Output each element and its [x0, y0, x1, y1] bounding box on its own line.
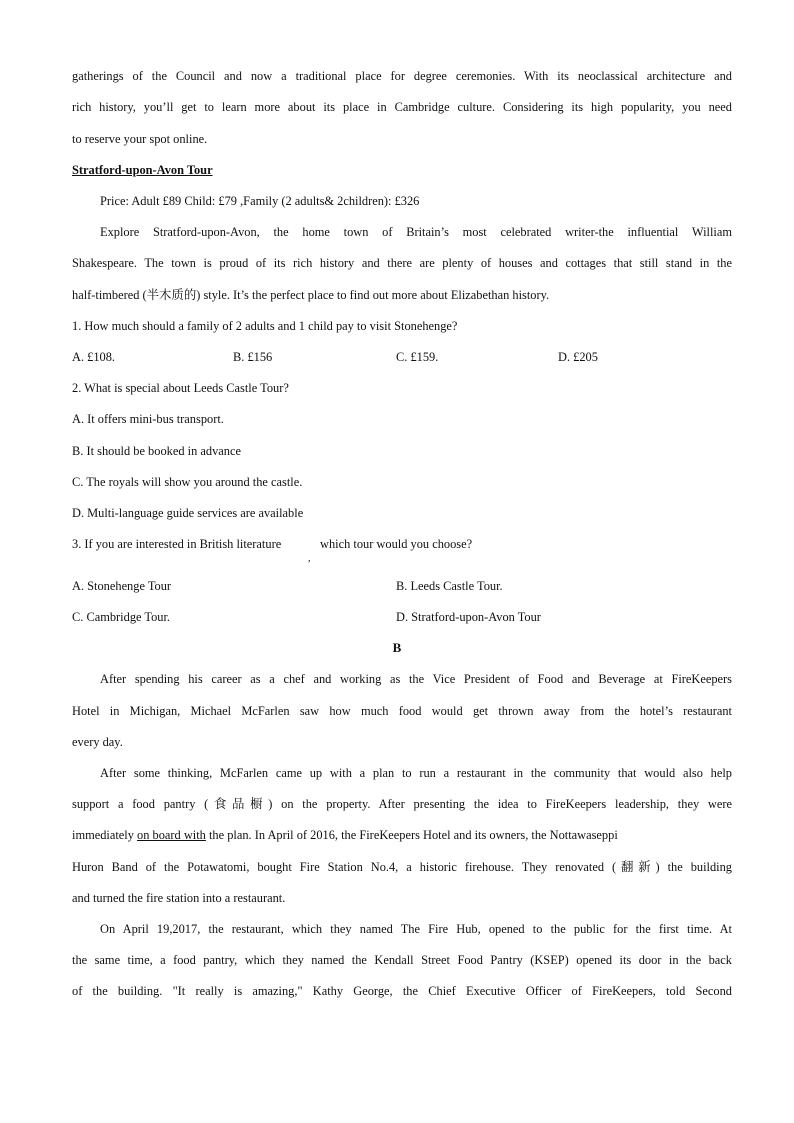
passage-text-line: and turned the fire station into a restaurant. — [72, 891, 286, 905]
stray-comma: , — [308, 553, 311, 564]
passage-text-line — [72, 827, 732, 843]
text-fragment: immediately — [72, 828, 138, 842]
answer-option: B. Leeds Castle Tour. — [396, 579, 503, 593]
question-stem-tail: which tour would you choose? — [320, 537, 473, 551]
tour-description-line: Explore Stratford-upon-Avon, the home town of Britain’s most celebrated writer-the influential William — [100, 225, 732, 239]
answer-option: A. It offers mini-bus transport. — [72, 412, 224, 426]
passage-text-line: gatherings of the Council and now a traditional place for degree ceremonies. With its neoclassical architecture and — [72, 69, 732, 83]
question-stem: 1. How much should a family of 2 adults and 1 child pay to visit Stonehenge? — [72, 319, 458, 333]
passage-text-line: After spending his career as a chef and working as the Vice President of Food and Beverage at FireKeepers — [100, 672, 732, 686]
answer-option: D. Stratford-upon-Avon Tour — [396, 610, 541, 624]
passage-text-line: of the building. "It really is amazing," Kathy George, the Chief Executive Officer of FireKeepers, told Second — [72, 984, 732, 998]
passage-text-line: the same time, a food pantry, which they named the Kendall Street Food Pantry (KSEP) opened its door in the back — [72, 953, 732, 967]
answer-option: C. The royals will show you around the castle. — [72, 475, 303, 489]
passage-text-line: every day. — [72, 735, 123, 749]
question-stem: 2. What is special about Leeds Castle Tour? — [72, 381, 289, 395]
section-heading: B — [392, 640, 402, 655]
underlined-phrase: on board with — [137, 828, 206, 842]
passage-text-line: rich history, you’ll get to learn more about its place in Cambridge culture. Considering its high popularity, you need — [72, 100, 732, 114]
passage-text-line: On April 19,2017, the restaurant, which they named The Fire Hub, opened to the public for the first time. At — [100, 922, 732, 936]
answer-option: D. £205 — [558, 350, 598, 364]
answer-option: D. Multi-language guide services are available — [72, 506, 304, 520]
tour-description-line: Shakespeare. The town is proud of its rich history and there are plenty of houses and cottages that still stand in the — [72, 256, 732, 270]
tour-description-line: half-timbered (半木质的) style. It’s the perfect place to find out more about Elizabethan history. — [72, 288, 550, 302]
tour-heading: Stratford-upon-Avon Tour — [72, 163, 213, 177]
answer-option: B. It should be booked in advance — [72, 444, 241, 458]
passage-text-line: Huron Band of the Potawatomi, bought Fire Station No.4, a historic firehouse. They renovated (翻新) the building — [72, 860, 732, 874]
passage-text-line: support a food pantry (食品橱) on the property. After presenting the idea to FireKeepers leadership, they were — [72, 797, 732, 811]
passage-text-line: to reserve your spot online. — [72, 132, 208, 146]
answer-option: C. Cambridge Tour. — [72, 610, 171, 624]
passage-text-line: After some thinking, McFarlen came up with a plan to run a restaurant in the community that would also help — [100, 766, 732, 780]
text-fragment: the plan. In April of 2016, the FireKeepers Hotel and its owners, the Nottawaseppi — [205, 828, 618, 842]
answer-option: A. Stonehenge Tour — [72, 579, 172, 593]
answer-option: A. £108. — [72, 350, 116, 364]
tour-price: Price: Adult £89 Child: £79 ,Family (2 adults& 2children): £326 — [100, 194, 420, 208]
answer-option: B. £156 — [233, 350, 273, 364]
answer-option: C. £159. — [396, 350, 439, 364]
passage-text-line: Hotel in Michigan, Michael McFarlen saw how much food would get thrown away from the hotel’s restaurant — [72, 704, 732, 718]
question-stem: 3. If you are interested in British literature — [72, 537, 282, 551]
